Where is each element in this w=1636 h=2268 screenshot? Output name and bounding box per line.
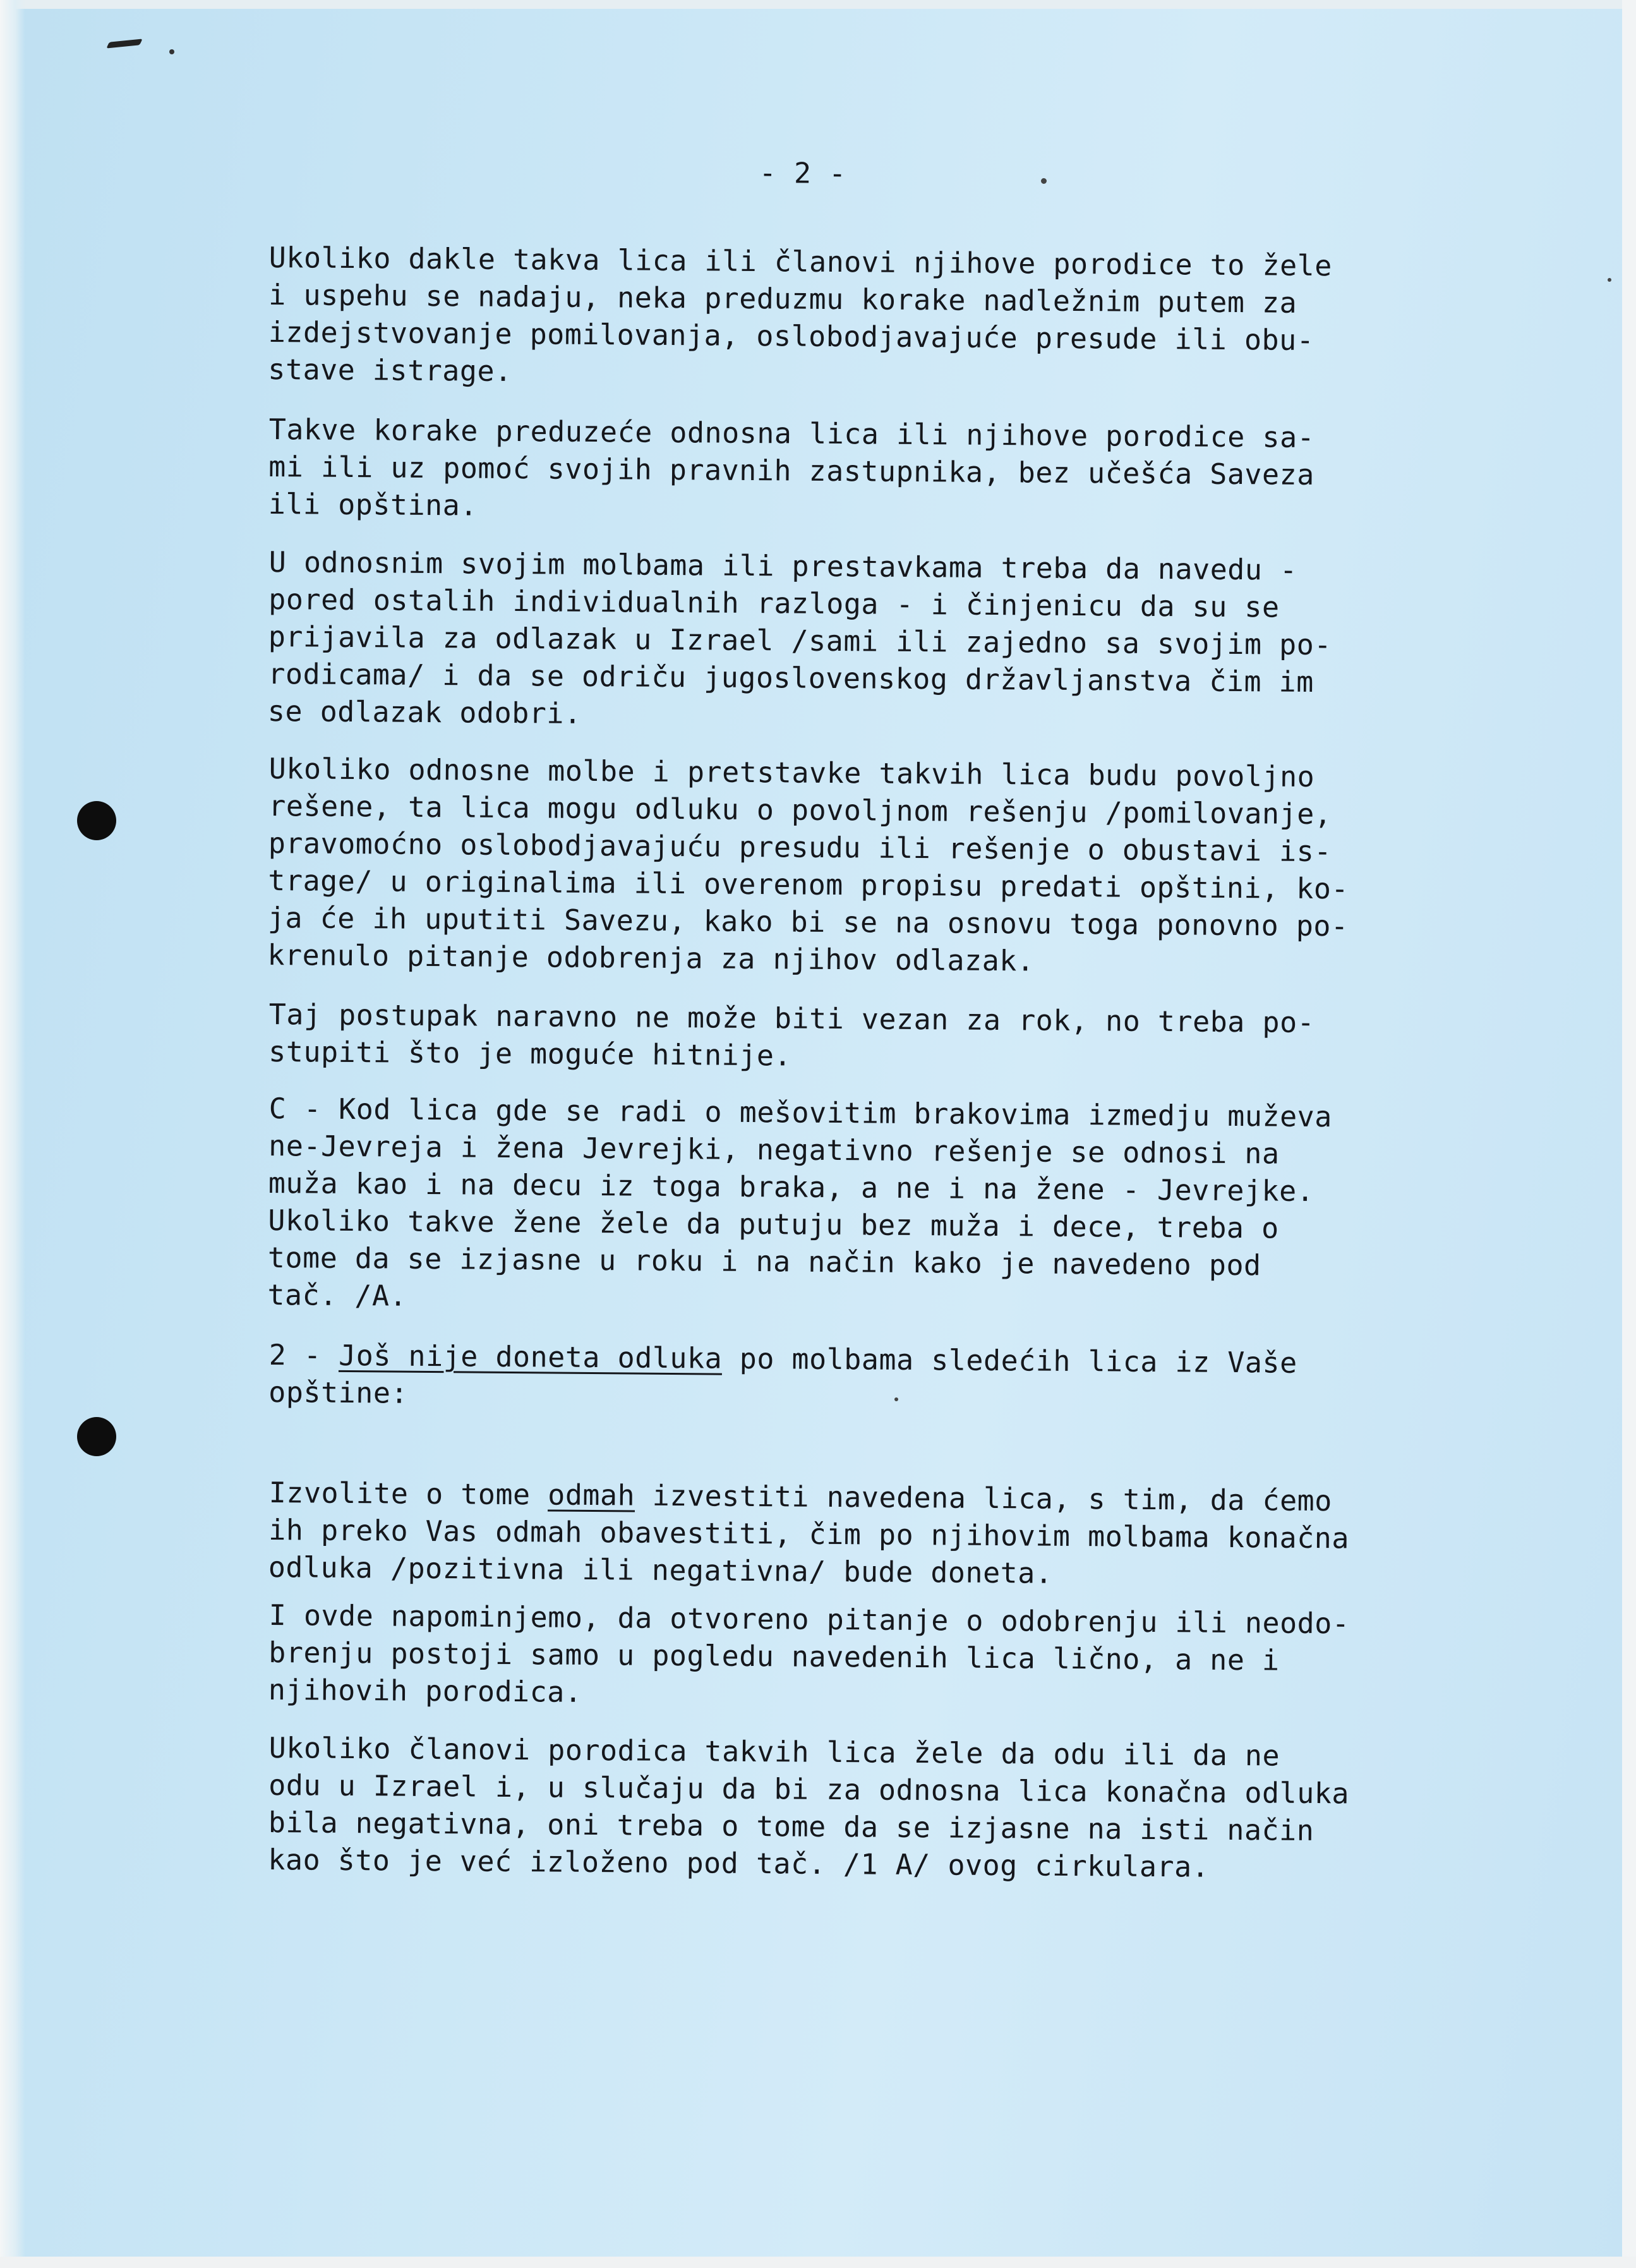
paragraph-2: [268, 411, 1469, 532]
paragraph-5: [268, 996, 1469, 1080]
punch-hole-upper: [77, 801, 116, 840]
text-fragment: izvestiti navedena lica, s tim, da ćemo: [634, 1478, 1333, 1518]
section-prefix: 2 -: [268, 1338, 339, 1372]
text-line: i uspehu se nadaju, neka preduzmu korake nadležnim putem za: [268, 277, 1297, 320]
ink-speck: [1608, 278, 1611, 282]
paragraph-8: [268, 1474, 1469, 1595]
underlined-heading: Još nije doneta odluka: [338, 1338, 723, 1375]
text-line: Taj postupak naravno ne može biti vezan za rok, no treba po-: [268, 997, 1315, 1040]
text-line: Ukoliko odnosne molbe i pretstavke takvih lica budu povoljno: [268, 751, 1315, 794]
scan-edge-left: [0, 0, 25, 2268]
scan-edge-right: [1622, 0, 1636, 2268]
text-line: tač. /A.: [267, 1277, 407, 1313]
text-fragment: Izvolite o tome: [268, 1476, 548, 1512]
ink-speck: [1041, 178, 1047, 184]
text-line: rešene, ta lica mogu odluku o povoljnom rešenju /pomilovanje,: [268, 788, 1332, 831]
paragraph-section-c: [267, 1090, 1469, 1323]
text-line: opštine:: [268, 1375, 409, 1410]
text-line: trage/ u originalima ili overenom propisu predati opštini, ko-: [268, 863, 1349, 906]
text-line: Takve korake preduzeće odnosna lica ili njihove porodice sa-: [268, 412, 1315, 455]
text-line: Ukoliko dakle takva lica ili članovi njihove porodice to žele: [268, 240, 1333, 283]
text-line: U odnosnim svojim molbama ili prestavkama treba da navedu -: [268, 545, 1297, 587]
paragraph-4: [267, 750, 1469, 983]
paragraph-9: [268, 1596, 1469, 1718]
scan-edge-bottom: [0, 2257, 1636, 2268]
paragraph-3: [268, 543, 1469, 739]
text-line: ih preko Vas odmah obavestiti, čim po njihovim molbama konačna: [268, 1512, 1350, 1555]
scan-edge-top: [0, 0, 1636, 9]
text-line: izdejstvovanje pomilovanja, oslobodjavajuće presude ili obu-: [268, 315, 1314, 357]
paragraph-1: [268, 239, 1469, 397]
text-line: kao što je već izloženo pod tač. /1 A/ ovog cirkulara.: [268, 1842, 1210, 1884]
punch-hole-lower: [77, 1417, 116, 1456]
text-line: muža kao i na decu iz toga braka, a ne i na žene - Jevrejke.: [268, 1166, 1314, 1208]
text-line: brenju postoji samo u pogledu navedenih lica lično, a ne i: [268, 1635, 1280, 1677]
ink-mark: [106, 39, 142, 48]
text-line: ne-Jevreja i žena Jevrejki, negativno rešenje se odnosi na: [268, 1128, 1280, 1171]
text-line: se odlazak odobri.: [267, 694, 582, 730]
text-line: krenulo pitanje odobrenja za njihov odlazak.: [267, 938, 1035, 978]
text-line: Ukoliko članovi porodica takvih lica žele da odu ili da ne: [268, 1731, 1280, 1773]
ink-dot: [169, 49, 174, 54]
paragraph-section-2: [268, 1336, 1469, 1420]
text-line: I ovde napominjemo, da otvoreno pitanje o odobrenju ili neodo-: [268, 1598, 1350, 1641]
paragraph-10: [268, 1729, 1469, 1888]
text-line: C - Kod lica gde se radi o mešovitim brakovima izmedju muževa: [268, 1091, 1333, 1134]
text-line: stupiti što je moguće hitnije.: [268, 1034, 792, 1073]
text-line: pored ostalih individualnih razloga - i činjenicu da su se: [268, 582, 1280, 624]
text-line: odluka /pozitivna ili negativna/ bude doneta.: [268, 1550, 1053, 1590]
text-line: odu u Izrael i, u slučaju da bi za odnosna lica konačna odluka: [268, 1768, 1350, 1811]
text-line: bila negativna, oni treba o tome da se izjasne na isti način: [268, 1805, 1314, 1847]
page-number: - 2 -: [759, 155, 846, 191]
text-line: Ukoliko takve žene žele da putuju bez muža i dece, treba o: [268, 1203, 1279, 1245]
text-line: ja će ih uputiti Savezu, kako bi se na osnovu toga ponovno po-: [267, 900, 1349, 943]
text-line: rodicama/ i da se odriču jugoslovenskog državljanstva čim im: [268, 656, 1314, 699]
text-line: mi ili uz pomoć svojih pravnih zastupnika, bez učešća Saveza: [268, 449, 1315, 492]
text-line: ili opština.: [268, 486, 478, 522]
underlined-word: odmah: [548, 1478, 635, 1512]
text-line: njihovih porodica.: [268, 1672, 582, 1709]
text-line: tome da se izjasne u roku i na način kako je navedeno pod: [267, 1240, 1261, 1282]
text-line: pravomoćno oslobodjavajuću presudu ili rešenje o obustavi is-: [268, 826, 1332, 869]
text-line: prijavila za odlazak u Izrael /sami ili zajedno sa svojim po-: [268, 619, 1332, 662]
text-fragment: po molbama sledećih lica iz Vaše: [721, 1341, 1297, 1380]
text-line: stave istrage.: [268, 352, 512, 389]
